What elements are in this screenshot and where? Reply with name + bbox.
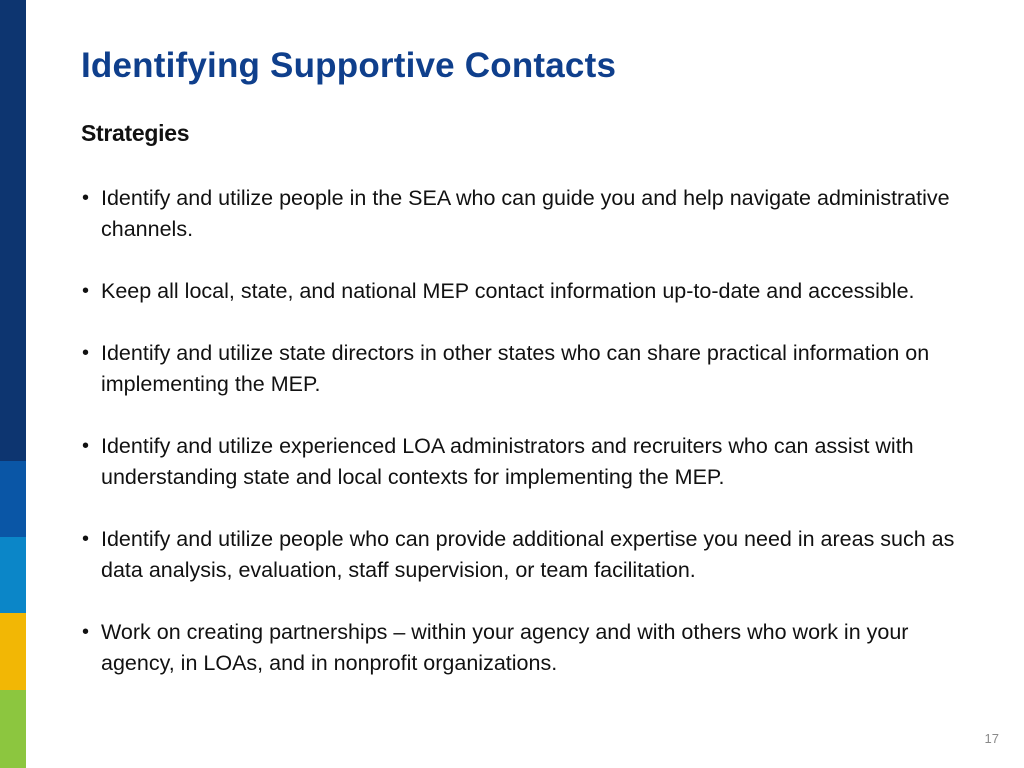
bullet-item	[81, 338, 961, 400]
bullet-dot: •	[82, 621, 90, 643]
bullet-item	[81, 617, 961, 679]
bullet-list	[81, 183, 961, 710]
bullet-dot: •	[82, 280, 90, 302]
page-number: 17	[984, 731, 999, 746]
bullet-text: Identify and utilize people who can provide additional expertise you need in areas such as data analysis, evaluation, staff supervision, or team facilitation.	[101, 527, 955, 582]
bullet-item	[81, 431, 961, 493]
side-bar-segment-yellow	[0, 613, 26, 690]
side-color-bar	[0, 0, 26, 768]
bullet-text: Identify and utilize state directors in other states who can share practical information on implementing the MEP.	[101, 341, 930, 396]
bullet-dot: •	[82, 342, 90, 364]
side-bar-segment-green	[0, 690, 26, 768]
bullet-text: Keep all local, state, and national MEP contact information up-to-date and accessible.	[101, 279, 915, 303]
bullet-item	[81, 524, 961, 586]
bullet-item	[81, 183, 961, 245]
bullet-dot: •	[82, 187, 90, 209]
bullet-text: Identify and utilize experienced LOA administrators and recruiters who can assist with understanding state and local contexts for implementing the MEP.	[101, 434, 914, 489]
side-bar-segment-blue	[0, 461, 26, 537]
side-bar-segment-navy	[0, 0, 26, 461]
bullet-dot: •	[82, 435, 90, 457]
side-bar-segment-light-blue	[0, 537, 26, 613]
bullet-text: Identify and utilize people in the SEA who can guide you and help navigate administrative channels.	[101, 186, 950, 241]
slide-subtitle: Strategies	[81, 120, 190, 146]
bullet-dot: •	[82, 528, 90, 550]
bullet-item	[81, 276, 961, 307]
slide-title: Identifying Supportive Contacts	[81, 46, 617, 85]
bullet-text: Work on creating partnerships – within your agency and with others who work in your agency, in LOAs, and in nonprofit organizations.	[101, 620, 909, 675]
